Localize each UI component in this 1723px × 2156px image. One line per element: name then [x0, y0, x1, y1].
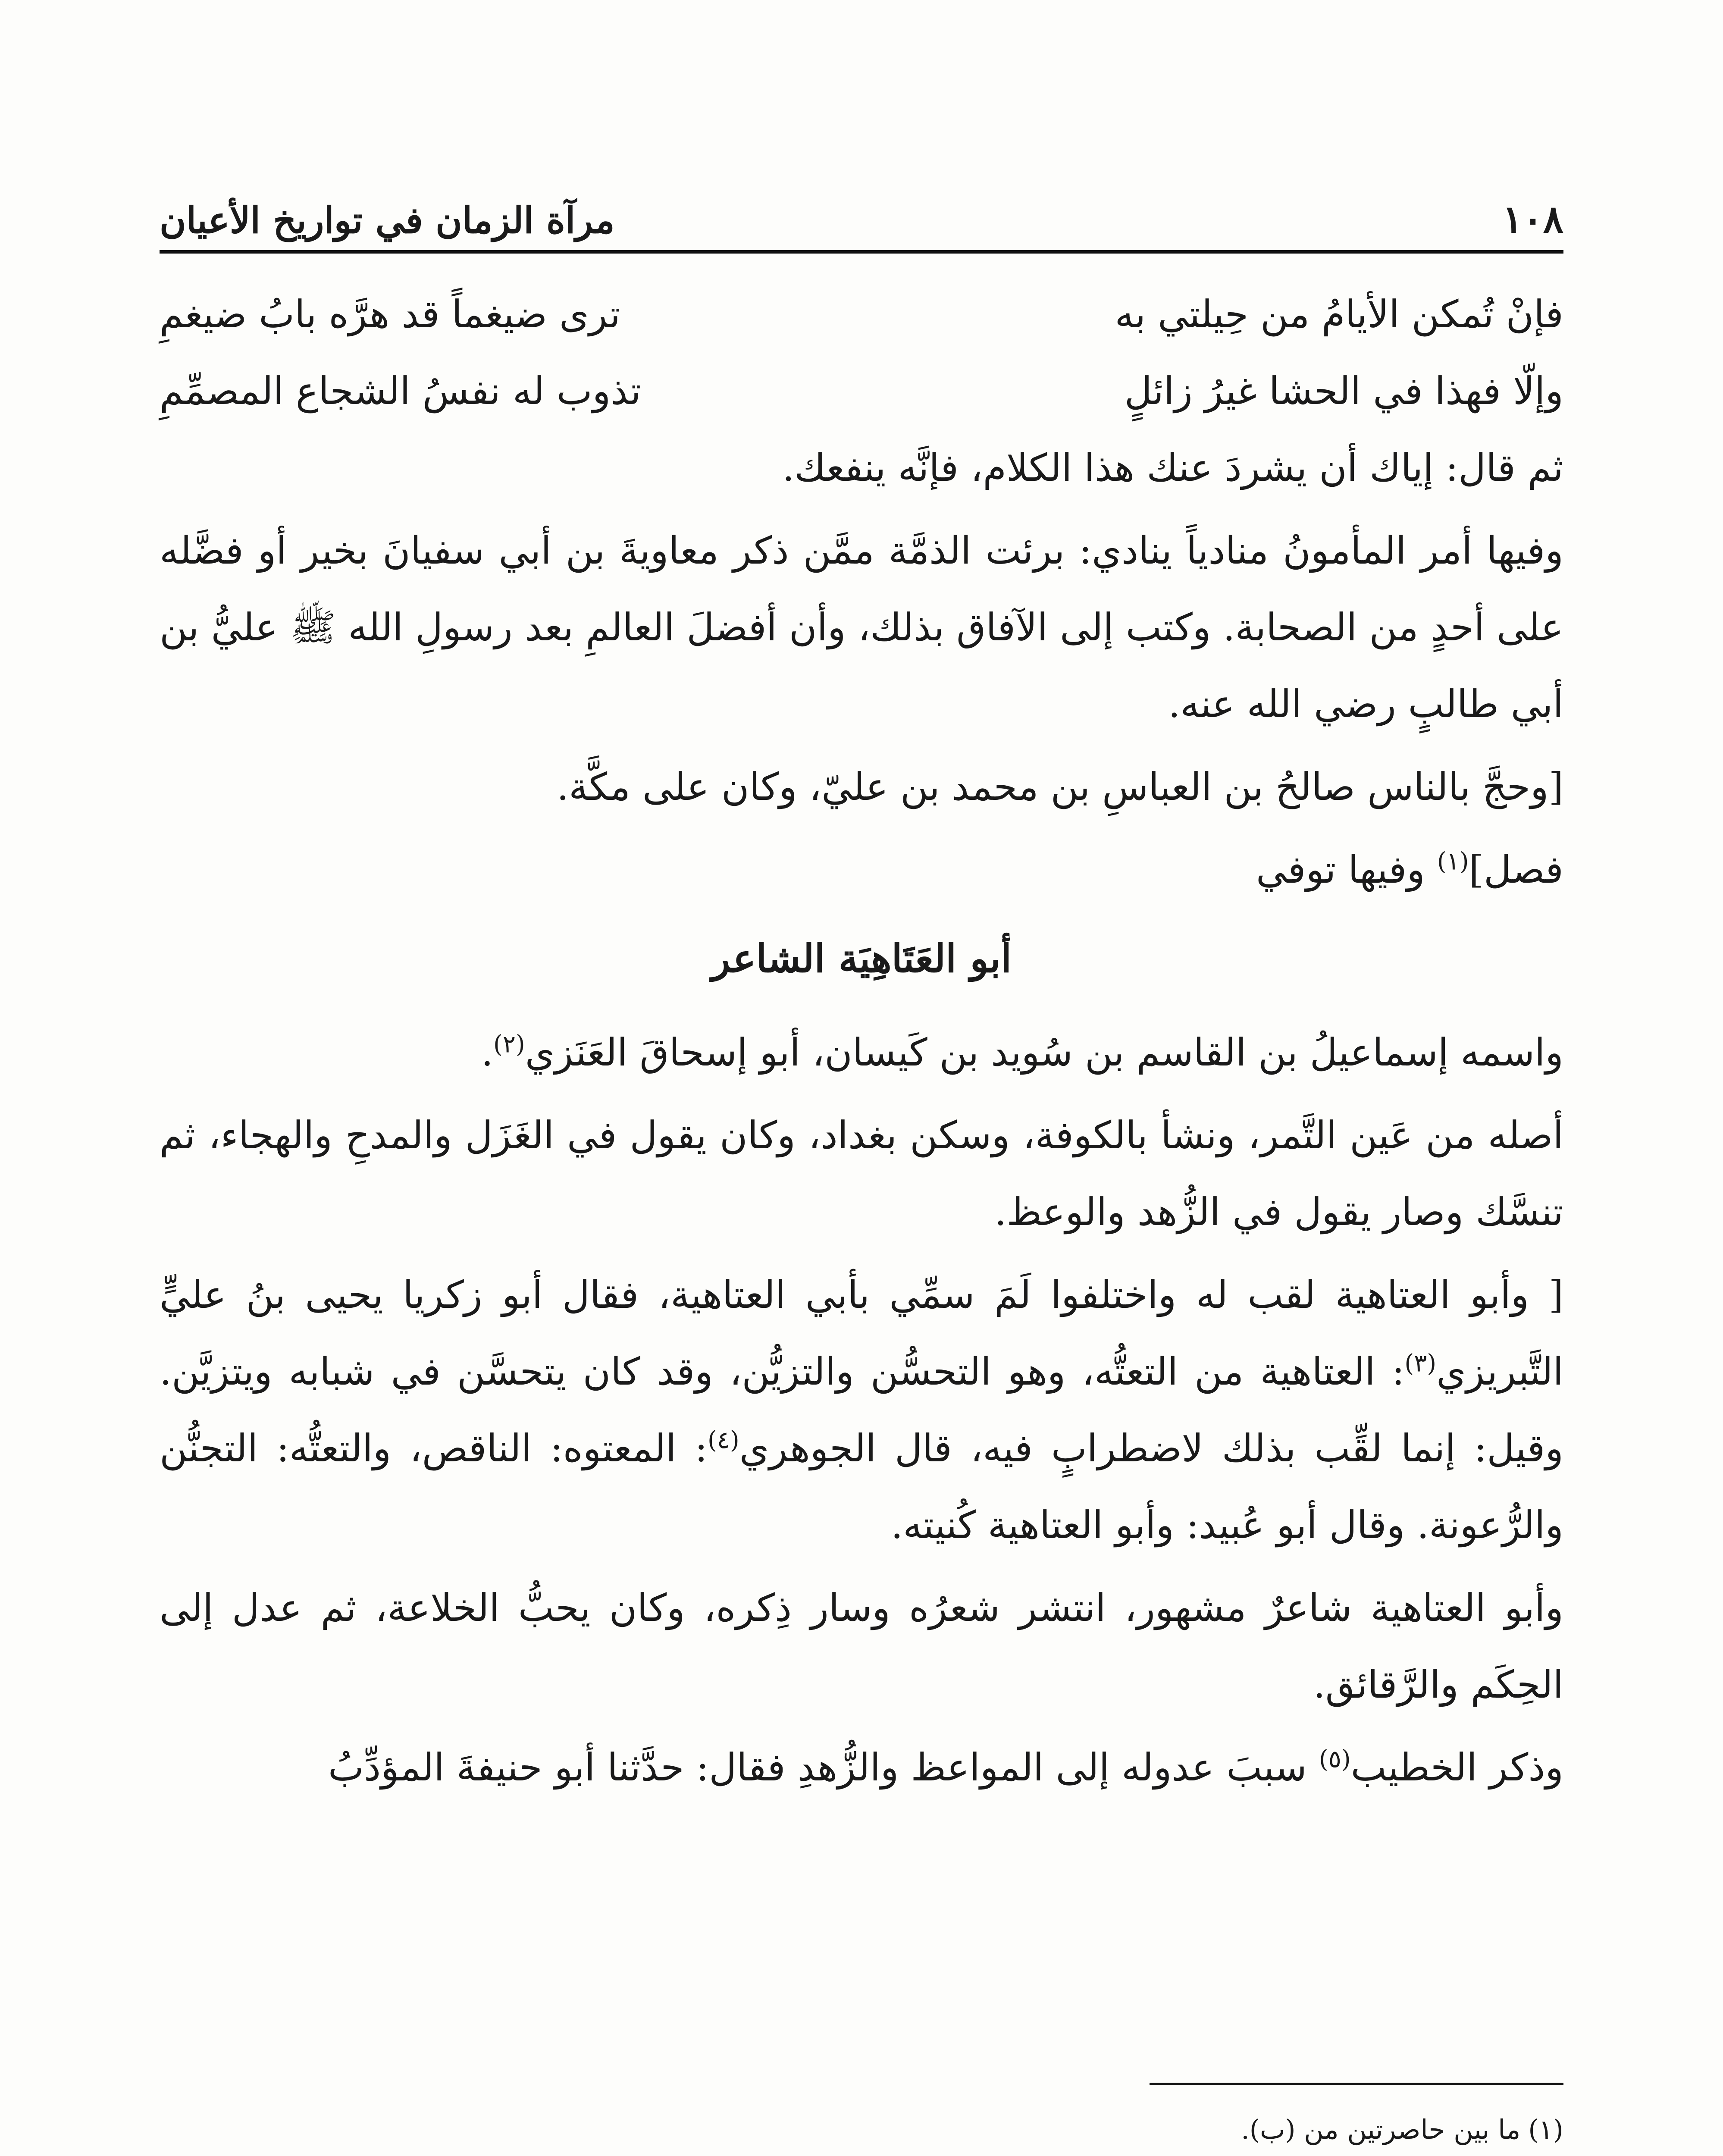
paragraph — [160, 1729, 1563, 1806]
paragraph-text: [ وأبو العتاهية لقب له واختلفوا لَمَ سمِّي بأبي العتاهية، فقال أبو زكريا يحيى بنُ عليٍّ التَّبريزي — [160, 1272, 1563, 1394]
paragraph-text: : العتاهية من التعتُّه، وهو التحسُّن والتزيُّن، وقد كان يتحسَّن في شبابه ويتزيَّن. وقيل: إنما لقِّب بذلك لاضطرابٍ فيه، قال الجوهري — [160, 1349, 1563, 1470]
paragraph — [160, 831, 1563, 908]
footnote — [160, 2104, 1563, 2155]
paragraph-text: وذكر الخطيب — [1350, 1745, 1563, 1789]
verse-line — [160, 353, 1563, 429]
paragraph — [160, 1014, 1563, 1091]
paragraph: وفيها أمر المأمونُ منادياً ينادي: برئت الذمَّة ممَّن ذكر معاويةَ بن أبي سفيانَ بخير أو فضَّله على أحدٍ من الصحابة. وكتب إلى الآفاق بذلك، وأن أفضلَ العالمِ بعد رسولِ الله ﷺ عليُّ بن أبي طالبٍ رضي الله عنه. — [160, 528, 1563, 726]
footnote-divider — [1150, 2083, 1563, 2085]
paragraph: أصله من عَين التَّمر، ونشأ بالكوفة، وسكن بغداد، وكان يقول في الغَزَل والمدحِ والهجاء، ثم تنسَّك وصار يقول في الزُّهد والوعظ. — [160, 1113, 1563, 1234]
footnote-ref[interactable]: (٤) — [707, 1426, 739, 1454]
verse-line — [160, 276, 1563, 353]
paragraph-text: . — [481, 1030, 493, 1075]
paragraph-text: وفيها توفي — [1256, 847, 1437, 892]
header-divider — [160, 250, 1563, 254]
footnotes — [160, 2104, 1563, 2156]
paragraph: وأبو العتاهية شاعرٌ مشهور، انتشر شعرُه وسار ذِكره، وكان يحبُّ الخلاعة، ثم عدل إلى الحِكَم والرَّقائق. — [160, 1586, 1563, 1707]
footnote-ref[interactable]: (٥) — [1319, 1745, 1351, 1774]
paragraph-text: واسمه إسماعيلُ بن القاسم بن سُويد بن كَيسان، أبو إسحاقَ العَنَزي — [525, 1030, 1563, 1075]
footnote-number: (١) — [1528, 2114, 1563, 2145]
footnote-ref[interactable]: (٣) — [1404, 1349, 1437, 1378]
paragraph-text: فصل] — [1469, 847, 1563, 892]
section-heading: أبو العَتَاهِيَة الشاعر — [711, 936, 1012, 981]
verse-first-hemistich: فإنْ تُمكن الأيامُ من حِيلتي به — [1115, 292, 1563, 336]
paragraph: [وحجَّ بالناس صالحُ بن العباسِ بن محمد بن عليّ، وكان على مكَّة. — [557, 765, 1563, 809]
paragraph-text: : المعتوه: الناقص، والتعتُّه: التجنُّن والرُّعونة. وقال أبو عُبيد: وأبو العتاهية كُنيته. — [160, 1426, 1563, 1547]
footnote-ref[interactable]: (١) — [1437, 847, 1469, 876]
verse-second-hemistich: ترى ضيغماً قد هرَّه بابُ ضيغمِ — [160, 292, 620, 336]
running-header — [160, 177, 1563, 241]
paragraph: ثم قال: إياك أن يشردَ عنك هذا الكلام، فإنَّه ينفعك. — [782, 445, 1563, 490]
paragraph — [160, 1257, 1563, 1564]
verse-second-hemistich: تذوب له نفسُ الشجاع المصمِّمِ — [160, 369, 641, 413]
footnote-ref[interactable]: (٢) — [493, 1030, 525, 1059]
verse-first-hemistich: وإلّا فهذا في الحشا غيرُ زائلٍ — [1124, 369, 1563, 413]
page-number: ١٠٨ — [1502, 197, 1563, 241]
paragraph-text: سببَ عدوله إلى المواعظ والزُّهدِ فقال: حدَّثنا أبو حنيفةَ المؤدِّبُ — [328, 1745, 1319, 1789]
main-text — [160, 276, 1563, 1812]
book-title: مرآة الزمان في تواريخ الأعيان — [160, 199, 615, 241]
footnote-text: ما بين حاصرتين من (ب). — [1241, 2114, 1521, 2145]
